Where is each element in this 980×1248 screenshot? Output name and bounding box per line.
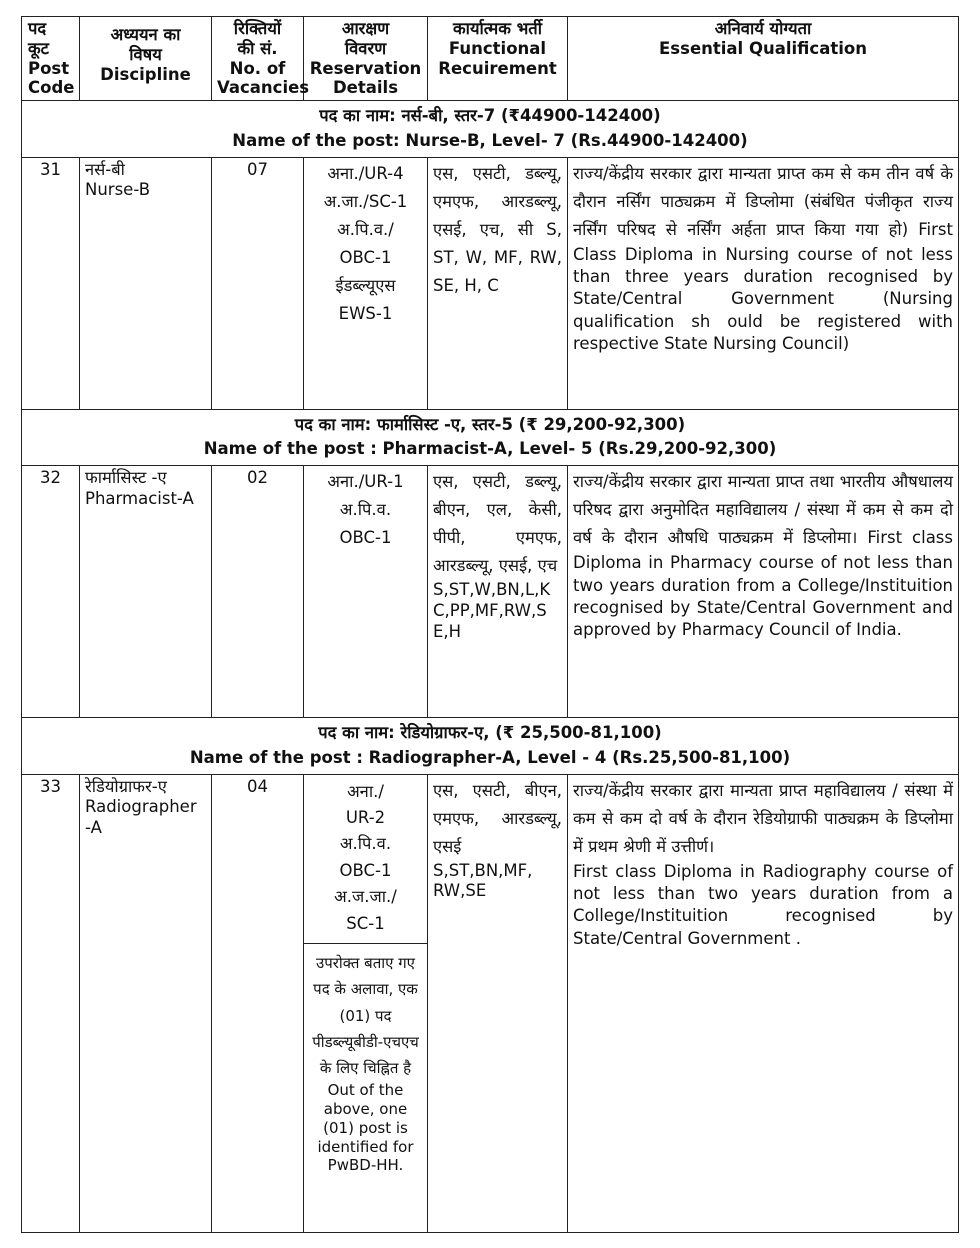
header-reservation: आरक्षण विवरण Reservation Details — [304, 17, 428, 101]
header-vacancies: रिक्तियों की सं. No. of Vacancies — [212, 17, 304, 101]
post-title-row — [22, 718, 959, 775]
post-code: 32 — [22, 466, 80, 718]
header-post-code: पद कूट Post Code — [22, 17, 80, 101]
discipline-cell: फार्मासिस्ट -ए Pharmacist-A — [80, 466, 212, 718]
post-row-31 — [22, 157, 959, 409]
vacancies-cell: 07 — [212, 157, 304, 409]
qualification-cell: राज्य/केंद्रीय सरकार द्वारा मान्यता प्राप्त कम से कम तीन वर्ष के दौरान नर्सिंग पाठ्यक्रम में डिप्लोमा (संबंधित पंजीकृत राज्य नर्सिंग परिषद से नर्सिंग अर्हता प्राप्त किया गया हो) First Class Diploma in Nursing course of not less than three years duration recognised by State/Central Government (Nursing qualification sh ould be registered with respective State Nursing Council) — [568, 157, 959, 409]
reservation-cell — [304, 774, 428, 1232]
recruitment-table — [21, 16, 959, 1233]
vacancies-cell: 04 — [212, 774, 304, 1232]
post-title-row — [22, 101, 959, 158]
post-code: 31 — [22, 157, 80, 409]
qualification-cell: राज्य/केंद्रीय सरकार द्वारा मान्यता प्राप्त तथा भारतीय औषधालय परिषद द्वारा अनुमोदित महाविद्यालय / संस्था में कम से कम दो वर्ष के दौरान औषधि पाठ्यक्रम में डिप्लोमा। First class Diploma in Pharmacy course of not less than two years duration from a College/Instituition recognised by State/Central Government and approved by Pharmacy Council of India. — [568, 466, 959, 718]
functional-cell: एस, एसटी, डब्ल्यू, बीएन, एल, केसी, पीपी, एमएफ, आरडब्ल्यू, एसई, एच S,ST,W,BN,L,KC,PP,MF,RW,SE,H — [428, 466, 568, 718]
header-functional: कार्यात्मक भर्ती Functional Recuirement — [428, 17, 568, 101]
header-discipline: अध्ययन का विषय Discipline — [80, 17, 212, 101]
post-title-pharmacist-a: पद का नाम: फार्मासिस्ट -ए, स्तर-5 (₹ 29,200-92,300) Name of the post : Pharmacist-A, Level- 5 (Rs.29,200-92,300) — [22, 409, 959, 466]
functional-cell: एस, एसटी, डब्ल्यू, एमएफ, आरडब्ल्यू, एसई, एच, सी S, ST, W, MF, RW, SE, H, C — [428, 157, 568, 409]
qualification-cell: राज्य/केंद्रीय सरकार द्वारा मान्यता प्राप्त महाविद्यालय / संस्था में कम से कम दो वर्ष के दौरान रेडियोग्राफी पाठ्यक्रम के डिप्लोमा में प्रथम श्रेणी में उत्तीर्ण। First class Diploma in Radiography course of not less than two years duration from a College/Instituition recognised by State/Central Government . — [568, 774, 959, 1232]
post-title-nurse-b: पद का नाम: नर्स-बी, स्तर-7 (₹44900-142400) Name of the post: Nurse-B, Level- 7 (Rs.44900-142400) — [22, 101, 959, 158]
post-title-radiographer-a: पद का नाम: रेडियोग्राफर-ए, (₹ 25,500-81,100) Name of the post : Radiographer-A, Level - 4 (Rs.25,500-81,100) — [22, 718, 959, 775]
reservation-cell: अना./UR-1 अ.पि.व. OBC-1 — [304, 466, 428, 718]
post-row-33 — [22, 774, 959, 1232]
header-qualification: अनिवार्य योग्यता Essential Qualification — [568, 17, 959, 101]
functional-cell: एस, एसटी, बीएन, एमएफ, आरडब्ल्यू, एसई S,ST,BN,MF, RW,SE — [428, 774, 568, 1232]
pwbd-note: उपरोक्त बताए गए पद के अलावा, एक (01) पद पीडब्ल्यूबीडी-एचएच के लिए चिह्नित है Out of the above, one (01) post is identified for PwBD-HH. — [312, 954, 419, 1175]
recruitment-table-container — [21, 16, 958, 1233]
discipline-cell: रेडियोग्राफर-ए Radiographer -A — [80, 774, 212, 1232]
discipline-cell: नर्स-बी Nurse-B — [80, 157, 212, 409]
post-title-row — [22, 409, 959, 466]
post-row-32 — [22, 466, 959, 718]
header-row — [22, 17, 959, 101]
vacancies-cell: 02 — [212, 466, 304, 718]
post-code: 33 — [22, 774, 80, 1232]
reservation-cell: अना./UR-4 अ.जा./SC-1 अ.पि.व./ OBC-1 ईडब्ल्यूएस EWS-1 — [304, 157, 428, 409]
reservation-breakdown: अना./ UR-2 अ.पि.व. OBC-1 अ.ज.जा./ SC-1 — [304, 775, 427, 944]
